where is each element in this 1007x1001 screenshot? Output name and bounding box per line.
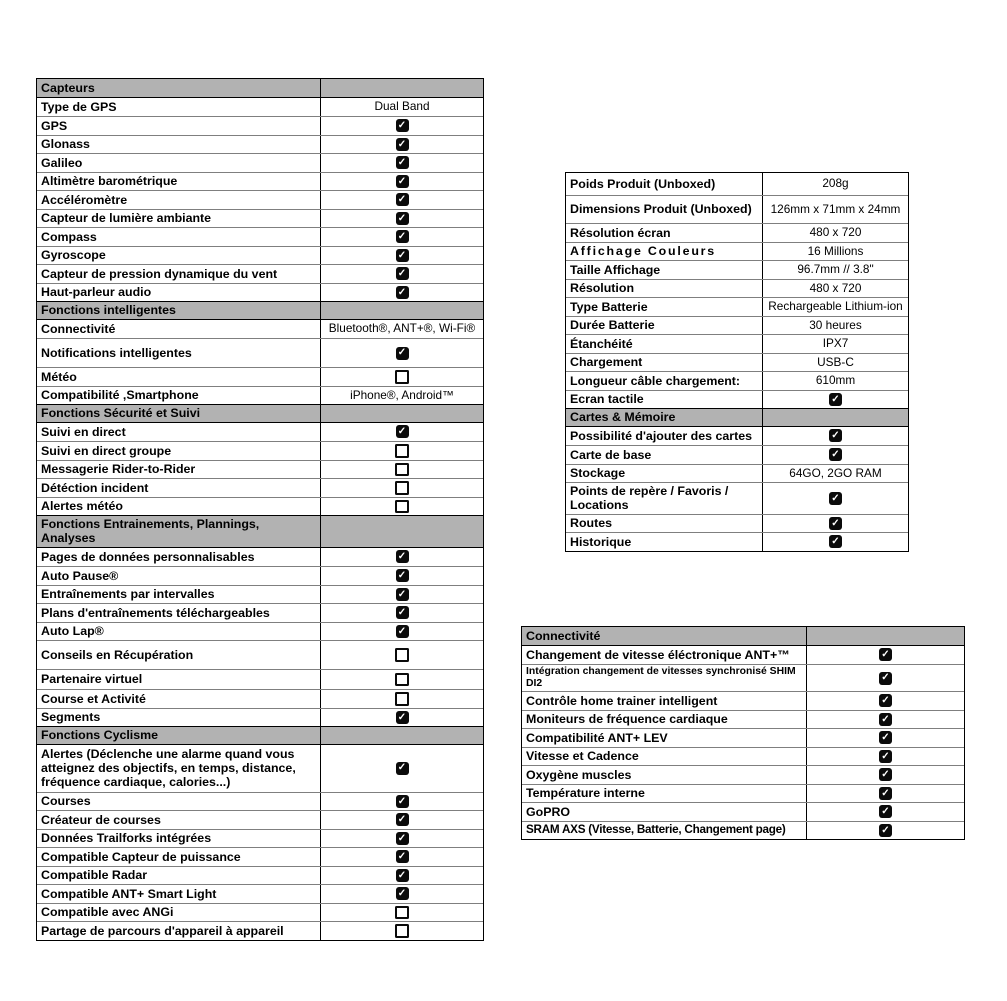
- spec-label: Étanchéité: [566, 335, 763, 353]
- spec-row: [522, 802, 964, 821]
- spec-label: Intégration changement de vitesses synchronisé SHIM DI2: [522, 665, 807, 691]
- checkbox-cell: [763, 446, 908, 464]
- spec-label: Galileo: [37, 154, 321, 172]
- checkbox-cell: [321, 830, 483, 848]
- checkbox-cell: [321, 228, 483, 246]
- spec-label: Affichage Couleurs: [566, 243, 763, 261]
- spec-label: Données Trailforks intégrées: [37, 830, 321, 848]
- section-header-fill: [807, 627, 964, 645]
- unchecked-checkbox-icon: [395, 692, 409, 706]
- table-specifications-produit: [565, 172, 909, 552]
- checkbox-cell: [321, 173, 483, 191]
- spec-label: Entraînements par intervalles: [37, 586, 321, 604]
- spec-row: [37, 810, 483, 829]
- spec-label: Météo: [37, 368, 321, 386]
- spec-value: iPhone®, Android™: [350, 387, 454, 402]
- checkbox-cell: [807, 748, 964, 766]
- spec-value: 30 heures: [809, 317, 862, 332]
- section-header-fill: [321, 302, 483, 319]
- spec-value: Rechargeable Lithium-ion: [768, 299, 903, 313]
- spec-row: [566, 173, 908, 195]
- spec-label: Partage de parcours d'appareil à appareil: [37, 922, 321, 940]
- spec-row: [37, 264, 483, 283]
- checked-checkbox-icon: ✓: [829, 517, 842, 530]
- checkbox-cell: [321, 904, 483, 922]
- spec-label: Poids Produit (Unboxed): [566, 173, 763, 195]
- section-header-row: [37, 515, 483, 548]
- checkbox-cell: [321, 793, 483, 811]
- spec-label: Possibilité d'ajouter des cartes: [566, 427, 763, 446]
- section-header-fill: [321, 405, 483, 422]
- checkbox-cell: [321, 690, 483, 708]
- spec-label: Détéction incident: [37, 479, 321, 497]
- spec-label: Compatible ANT+ Smart Light: [37, 885, 321, 903]
- checked-checkbox-icon: ✓: [396, 156, 409, 169]
- checkbox-cell: [807, 729, 964, 747]
- checked-checkbox-icon: ✓: [396, 347, 409, 360]
- checked-checkbox-icon: ✓: [829, 393, 842, 406]
- spec-label: Ecran tactile: [566, 391, 763, 409]
- checkbox-cell: [321, 567, 483, 585]
- spec-label: Gyroscope: [37, 247, 321, 265]
- section-header-row: [37, 301, 483, 320]
- spec-value: 126mm x 71mm x 24mm: [770, 201, 901, 216]
- section-title: Fonctions Sécurité et Suivi: [37, 405, 321, 422]
- checkbox-cell: [321, 210, 483, 228]
- checked-checkbox-icon: ✓: [396, 832, 409, 845]
- checkbox-cell: [321, 247, 483, 265]
- spec-row: [37, 190, 483, 209]
- spec-row: [37, 903, 483, 922]
- spec-row: [522, 728, 964, 747]
- spec-row: [37, 338, 483, 367]
- checkbox-cell: [321, 709, 483, 727]
- spec-label: Résolution écran: [566, 224, 763, 242]
- checkbox-cell: [321, 117, 483, 135]
- spec-label: Accéléromètre: [37, 191, 321, 209]
- checkbox-cell: [321, 461, 483, 479]
- checkbox-cell: [321, 548, 483, 567]
- checkbox-cell: [321, 641, 483, 669]
- spec-row: [566, 482, 908, 514]
- spec-value: USB-C: [817, 354, 854, 369]
- checked-checkbox-icon: ✓: [396, 286, 409, 299]
- unchecked-checkbox-icon: [395, 500, 409, 514]
- spec-label: Partenaire virtuel: [37, 670, 321, 689]
- table-capteurs-fonctions: [36, 78, 484, 941]
- checkbox-cell: [321, 885, 483, 903]
- spec-label: Compatible Capteur de puissance: [37, 848, 321, 866]
- spec-row: [566, 464, 908, 483]
- checkbox-cell: [763, 427, 908, 446]
- spec-label: Auto Lap®: [37, 623, 321, 641]
- spec-value: IPX7: [822, 336, 849, 350]
- spec-row: [37, 829, 483, 848]
- spec-row: [37, 386, 483, 405]
- spec-row: [37, 669, 483, 689]
- spec-label: Vitesse et Cadence: [522, 748, 807, 766]
- spec-row: [522, 664, 964, 691]
- spec-label: SRAM AXS (Vitesse, Batterie, Changement page): [522, 822, 807, 840]
- checkbox-cell: [807, 785, 964, 803]
- checked-checkbox-icon: ✓: [829, 492, 842, 505]
- checked-checkbox-icon: ✓: [396, 869, 409, 882]
- spec-row: [566, 260, 908, 279]
- section-header-fill: [321, 516, 483, 547]
- checkbox-cell: [321, 423, 483, 442]
- spec-label: Longueur câble chargement:: [566, 372, 763, 390]
- checkbox-cell: [321, 265, 483, 283]
- spec-row: [37, 622, 483, 641]
- spec-row: [566, 195, 908, 223]
- checked-checkbox-icon: ✓: [879, 805, 892, 818]
- checked-checkbox-icon: ✓: [396, 138, 409, 151]
- checkbox-cell: [321, 498, 483, 516]
- spec-label: Résolution: [566, 280, 763, 298]
- section-header-row: [37, 404, 483, 423]
- spec-label: Segments: [37, 709, 321, 727]
- spec-row: [522, 691, 964, 710]
- spec-label: Compass: [37, 228, 321, 246]
- spec-label: Compatibilité ANT+ LEV: [522, 729, 807, 747]
- spec-label: Notifications intelligentes: [37, 339, 321, 367]
- spec-row: [37, 116, 483, 135]
- section-header-row: [522, 627, 964, 646]
- section-header-row: [37, 726, 483, 745]
- checked-checkbox-icon: ✓: [829, 448, 842, 461]
- spec-row: [37, 792, 483, 811]
- checkbox-cell: [321, 604, 483, 622]
- spec-label: Capteur de pression dynamique du vent: [37, 265, 321, 283]
- section-title: Cartes & Mémoire: [566, 409, 763, 426]
- spec-label: Routes: [566, 515, 763, 533]
- table-connectivite: [521, 626, 965, 840]
- checkbox-cell: [321, 811, 483, 829]
- unchecked-checkbox-icon: [395, 673, 409, 687]
- spec-value: 64GO, 2GO RAM: [789, 465, 882, 480]
- spec-row: [37, 708, 483, 727]
- section-title: Connectivité: [522, 627, 807, 645]
- checked-checkbox-icon: ✓: [396, 212, 409, 225]
- checkbox-cell: [321, 848, 483, 866]
- checkbox-cell: [763, 515, 908, 533]
- spec-row: [566, 532, 908, 551]
- spec-label: GoPRO: [522, 803, 807, 821]
- checked-checkbox-icon: ✓: [879, 694, 892, 707]
- checkbox-cell: [807, 646, 964, 665]
- checked-checkbox-icon: ✓: [396, 119, 409, 132]
- spec-label: Compatible Radar: [37, 867, 321, 885]
- checked-checkbox-icon: ✓: [396, 795, 409, 808]
- spec-row: [37, 367, 483, 386]
- spec-row: [37, 227, 483, 246]
- spec-label: Plans d'entraînements téléchargeables: [37, 604, 321, 622]
- spec-row: [566, 279, 908, 298]
- checkbox-cell: [321, 479, 483, 497]
- spec-row: [566, 334, 908, 353]
- spec-row: [522, 747, 964, 766]
- checked-checkbox-icon: ✓: [396, 625, 409, 638]
- checkbox-cell: [321, 586, 483, 604]
- spec-label: Stockage: [566, 465, 763, 483]
- spec-row: [37, 884, 483, 903]
- spec-label: Contrôle home trainer intelligent: [522, 692, 807, 710]
- spec-label: Historique: [566, 533, 763, 551]
- checkbox-cell: [321, 136, 483, 154]
- spec-row: [566, 242, 908, 261]
- spec-label: Type Batterie: [566, 298, 763, 316]
- spec-row: [566, 316, 908, 335]
- spec-row: [37, 460, 483, 479]
- spec-label: Créateur de courses: [37, 811, 321, 829]
- checkbox-cell: [321, 191, 483, 209]
- checked-checkbox-icon: ✓: [396, 249, 409, 262]
- spec-row: [37, 585, 483, 604]
- spec-row: [566, 390, 908, 409]
- checked-checkbox-icon: ✓: [829, 429, 842, 442]
- checkbox-cell: [321, 284, 483, 302]
- spec-label: Points de repère / Favoris / Locations: [566, 483, 763, 514]
- checked-checkbox-icon: ✓: [879, 713, 892, 726]
- spec-row: [37, 603, 483, 622]
- spec-row: [37, 497, 483, 516]
- spec-label: Alertes (Déclenche une alarme quand vous atteignez des objectifs, en temps, distance, fréquence cardiaque, calories...): [37, 745, 321, 792]
- section-title: Fonctions intelligentes: [37, 302, 321, 319]
- unchecked-checkbox-icon: [395, 924, 409, 938]
- spec-label: Type de GPS: [37, 98, 321, 117]
- spec-label: Auto Pause®: [37, 567, 321, 585]
- checked-checkbox-icon: ✓: [396, 193, 409, 206]
- checkbox-cell: [763, 483, 908, 514]
- spec-label: Connectivité: [37, 320, 321, 339]
- spec-row: [37, 921, 483, 940]
- spec-value: 610mm: [815, 373, 856, 387]
- spec-value: Bluetooth®, ANT+®, Wi-Fi®: [328, 321, 476, 335]
- spec-row: [37, 478, 483, 497]
- spec-row: [37, 283, 483, 302]
- section-header-fill: [321, 727, 483, 744]
- spec-row: [566, 427, 908, 446]
- spec-label: Moniteurs de fréquence cardiaque: [522, 711, 807, 729]
- spec-row: [37, 423, 483, 442]
- spec-row: [566, 445, 908, 464]
- spec-row: [522, 765, 964, 784]
- section-header-fill: [321, 79, 483, 97]
- checked-checkbox-icon: ✓: [879, 750, 892, 763]
- checked-checkbox-icon: ✓: [879, 824, 892, 837]
- spec-row: [37, 847, 483, 866]
- checkbox-cell: [321, 154, 483, 172]
- checkbox-cell: [321, 670, 483, 689]
- checked-checkbox-icon: ✓: [879, 731, 892, 744]
- spec-row: [566, 297, 908, 316]
- section-title: Fonctions Entrainements, Plannings, Analyses: [37, 516, 321, 547]
- spec-label: Oxygène muscles: [522, 766, 807, 784]
- section-header-fill: [763, 409, 908, 426]
- checkbox-cell: [807, 665, 964, 691]
- spec-row: [37, 866, 483, 885]
- spec-row: [522, 784, 964, 803]
- checked-checkbox-icon: ✓: [879, 787, 892, 800]
- checked-checkbox-icon: ✓: [396, 569, 409, 582]
- spec-label: Altimètre barométrique: [37, 173, 321, 191]
- section-header-row: [37, 79, 483, 98]
- spec-label: Courses: [37, 793, 321, 811]
- checkbox-cell: [321, 623, 483, 641]
- checkbox-cell: [807, 803, 964, 821]
- checkbox-cell: [807, 822, 964, 840]
- spec-row: [566, 514, 908, 533]
- spec-label: Durée Batterie: [566, 317, 763, 335]
- spec-row: [37, 98, 483, 117]
- spec-value: 16 Millions: [807, 243, 864, 258]
- checked-checkbox-icon: ✓: [879, 768, 892, 781]
- checkbox-cell: [807, 766, 964, 784]
- spec-row: [522, 821, 964, 840]
- spec-label: Dimensions Produit (Unboxed): [566, 196, 763, 223]
- checkbox-cell: [321, 368, 483, 386]
- checkbox-cell: [807, 711, 964, 729]
- spec-label: Capteur de lumière ambiante: [37, 210, 321, 228]
- spec-row: [37, 320, 483, 339]
- section-header-row: [566, 408, 908, 427]
- checked-checkbox-icon: ✓: [396, 550, 409, 563]
- spec-label: Compatibilité ,Smartphone: [37, 387, 321, 405]
- spec-label: Alertes météo: [37, 498, 321, 516]
- spec-row: [566, 223, 908, 242]
- spec-row: [37, 441, 483, 460]
- spec-row: [566, 371, 908, 390]
- checked-checkbox-icon: ✓: [396, 606, 409, 619]
- spec-label: Suivi en direct groupe: [37, 442, 321, 460]
- spec-value: Dual Band: [374, 99, 430, 113]
- section-title: Fonctions Cyclisme: [37, 727, 321, 744]
- spec-label: Taille Affichage: [566, 261, 763, 279]
- checked-checkbox-icon: ✓: [879, 672, 892, 685]
- spec-row: [37, 640, 483, 669]
- spec-row: [37, 745, 483, 792]
- spec-row: [37, 566, 483, 585]
- spec-row: [37, 153, 483, 172]
- checkbox-cell: [763, 533, 908, 551]
- spec-row: [37, 172, 483, 191]
- checkbox-cell: [321, 922, 483, 940]
- spec-label: Carte de base: [566, 446, 763, 464]
- spec-row: [37, 548, 483, 567]
- section-title: Capteurs: [37, 79, 321, 97]
- spec-value: 208g: [822, 176, 849, 191]
- spec-label: Messagerie Rider-to-Rider: [37, 461, 321, 479]
- spec-label: Chargement: [566, 354, 763, 372]
- spec-row: [566, 353, 908, 372]
- spec-label: GPS: [37, 117, 321, 135]
- unchecked-checkbox-icon: [395, 906, 409, 920]
- spec-label: Haut-parleur audio: [37, 284, 321, 302]
- unchecked-checkbox-icon: [395, 444, 409, 458]
- checkbox-cell: [321, 339, 483, 367]
- spec-label: Température interne: [522, 785, 807, 803]
- checked-checkbox-icon: ✓: [879, 648, 892, 661]
- spec-row: [37, 135, 483, 154]
- checkbox-cell: [321, 745, 483, 792]
- spec-value: 480 x 720: [809, 225, 862, 239]
- checked-checkbox-icon: ✓: [396, 711, 409, 724]
- checked-checkbox-icon: ✓: [396, 762, 409, 775]
- checked-checkbox-icon: ✓: [396, 887, 409, 900]
- unchecked-checkbox-icon: [395, 648, 409, 662]
- spec-label: Course et Activité: [37, 690, 321, 708]
- checkbox-cell: [321, 867, 483, 885]
- checked-checkbox-icon: ✓: [396, 267, 409, 280]
- unchecked-checkbox-icon: [395, 370, 409, 384]
- spec-label: Glonass: [37, 136, 321, 154]
- checked-checkbox-icon: ✓: [396, 813, 409, 826]
- spec-label: Compatible avec ANGi: [37, 904, 321, 922]
- spec-label: Pages de données personnalisables: [37, 548, 321, 567]
- spec-row: [522, 646, 964, 665]
- checked-checkbox-icon: ✓: [396, 230, 409, 243]
- checked-checkbox-icon: ✓: [396, 850, 409, 863]
- spec-value: 480 x 720: [809, 280, 862, 295]
- spec-value: 96.7mm // 3.8": [797, 262, 874, 276]
- spec-row: [37, 209, 483, 228]
- checkbox-cell: [321, 442, 483, 460]
- checked-checkbox-icon: ✓: [396, 588, 409, 601]
- spec-row: [37, 689, 483, 708]
- spec-label: Conseils en Récupération: [37, 641, 321, 669]
- checked-checkbox-icon: ✓: [829, 535, 842, 548]
- unchecked-checkbox-icon: [395, 481, 409, 495]
- checked-checkbox-icon: ✓: [396, 175, 409, 188]
- checkbox-cell: [807, 692, 964, 710]
- spec-row: [37, 246, 483, 265]
- spec-label: Suivi en direct: [37, 423, 321, 442]
- spec-row: [522, 710, 964, 729]
- spec-label: Changement de vitesse éléctronique ANT+™: [522, 646, 807, 665]
- unchecked-checkbox-icon: [395, 463, 409, 477]
- checkbox-cell: [763, 391, 908, 409]
- checked-checkbox-icon: ✓: [396, 425, 409, 438]
